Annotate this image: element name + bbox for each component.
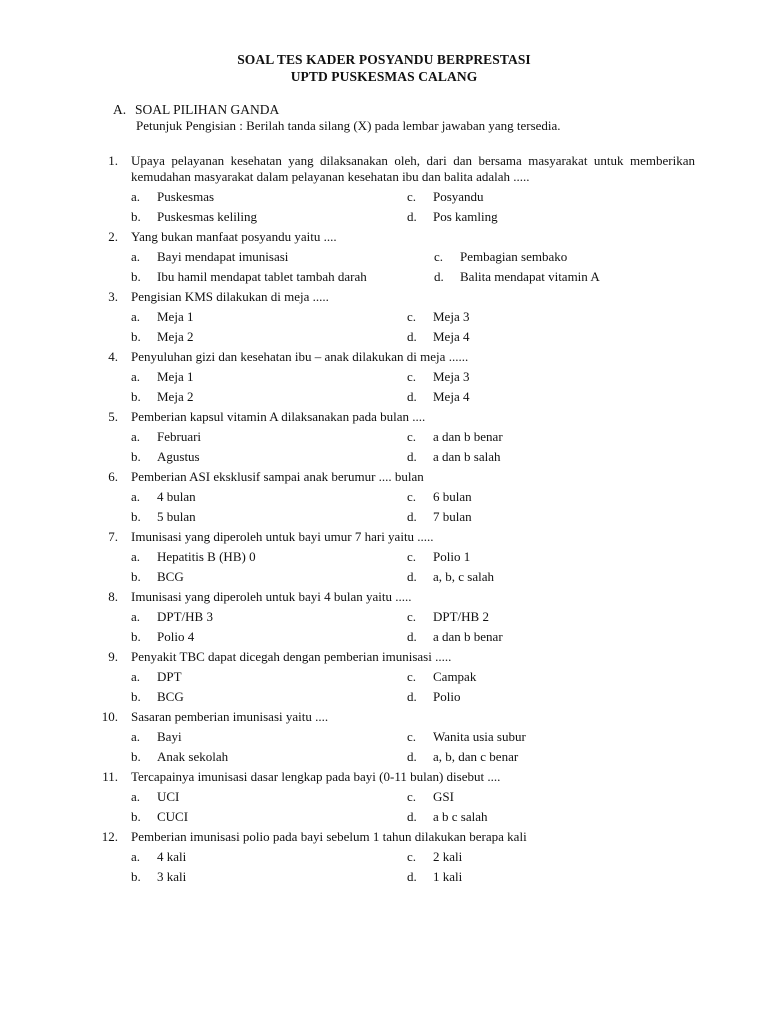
option-text: Meja 2: [157, 329, 194, 344]
option-letter: c.: [434, 249, 444, 264]
option-text: Polio 4: [157, 629, 195, 644]
option-letter: d.: [407, 689, 417, 704]
option-letter: d.: [407, 449, 417, 464]
option-row: [0, 389, 768, 409]
option-letter: d.: [407, 509, 417, 524]
option-letter: a.: [131, 669, 141, 684]
option-text: a b c salah: [433, 809, 488, 824]
option-row: [0, 549, 768, 569]
option-text: Meja 3: [433, 369, 470, 384]
question-text: Imunisasi yang diperoleh untuk bayi umur 7 hari yaitu .....: [131, 529, 434, 544]
answer-option-b: [131, 329, 193, 345]
option-text: 4 bulan: [157, 489, 196, 504]
option-letter: a.: [131, 789, 141, 804]
option-text: 3 kali: [157, 869, 187, 884]
question-text: Penyakit TBC dapat dicegah dengan pemberian imunisasi .....: [131, 649, 452, 664]
question-item: [0, 153, 768, 229]
question-header: [0, 649, 768, 669]
answer-option-c: [407, 849, 462, 865]
question-number: 4.: [108, 349, 118, 364]
option-row: [0, 789, 768, 809]
option-letter: c.: [407, 369, 417, 384]
option-text: 7 bulan: [433, 509, 472, 524]
question-text: Imunisasi yang diperoleh untuk bayi 4 bulan yaitu .....: [131, 589, 412, 604]
answer-option-d: [407, 329, 469, 345]
answer-option-a: [131, 789, 179, 805]
answer-option-c: [407, 429, 503, 445]
answer-option-d: [407, 449, 501, 465]
answer-option-b: [131, 449, 200, 465]
question-header: [0, 153, 768, 189]
option-row: [0, 509, 768, 529]
option-text: a, b, dan c benar: [433, 749, 519, 764]
answer-option-b: [131, 269, 367, 285]
question-item: [0, 229, 768, 289]
option-row: [0, 489, 768, 509]
option-row: [0, 669, 768, 689]
option-text: Balita mendapat vitamin A: [460, 269, 600, 284]
option-text: Puskesmas: [157, 189, 215, 204]
question-header: [0, 529, 768, 549]
answer-option-b: [131, 689, 184, 705]
option-text: 4 kali: [157, 849, 187, 864]
option-text: Polio 1: [433, 549, 471, 564]
option-letter: a.: [131, 189, 141, 204]
answer-option-a: [131, 189, 214, 205]
option-text: Pos kamling: [433, 209, 498, 224]
option-row: [0, 209, 768, 229]
option-letter: c.: [407, 609, 417, 624]
question-number: 7.: [108, 529, 118, 544]
question-header: [0, 469, 768, 489]
question-number: 11.: [102, 769, 118, 784]
option-letter: a.: [131, 729, 141, 744]
question-item: [0, 529, 768, 589]
option-letter: d.: [407, 749, 417, 764]
option-text: a dan b benar: [433, 429, 503, 444]
option-text: Agustus: [157, 449, 200, 464]
option-text: Meja 2: [157, 389, 194, 404]
option-text: Meja 4: [433, 329, 470, 344]
option-letter: c.: [407, 849, 417, 864]
option-letter: c.: [407, 729, 417, 744]
answer-option-a: [131, 729, 182, 745]
answer-option-c: [434, 249, 567, 265]
option-letter: b.: [131, 749, 141, 764]
answer-option-d: [434, 269, 600, 285]
option-text: Puskesmas keliling: [157, 209, 258, 224]
answer-option-a: [131, 549, 256, 565]
option-text: a, b, c salah: [433, 569, 495, 584]
answer-option-d: [407, 689, 460, 705]
question-header: [0, 289, 768, 309]
option-letter: a.: [131, 489, 141, 504]
document-title: SOAL TES KADER POSYANDU BERPRESTASI: [237, 52, 531, 67]
document-subtitle: UPTD PUSKESMAS CALANG: [290, 69, 478, 84]
option-text: BCG: [157, 689, 184, 704]
option-text: Posyandu: [433, 189, 484, 204]
answer-option-c: [407, 309, 469, 325]
question-text: Pemberian kapsul vitamin A dilaksanakan pada bulan ....: [131, 409, 426, 424]
answer-option-c: [407, 789, 454, 805]
question-number: 5.: [108, 409, 118, 424]
answer-option-a: [131, 849, 186, 865]
option-letter: d.: [407, 209, 417, 224]
answer-option-b: [131, 809, 188, 825]
answer-option-b: [131, 209, 257, 225]
option-text: Campak: [433, 669, 477, 684]
question-text: Pemberian imunisasi polio pada bayi sebelum 1 tahun dilakukan berapa kali: [131, 829, 527, 844]
answer-option-b: [131, 389, 193, 405]
option-text: BCG: [157, 569, 184, 584]
section-letter: A.: [113, 102, 127, 117]
option-row: [0, 809, 768, 829]
option-text: Meja 1: [157, 369, 194, 384]
option-letter: a.: [131, 549, 141, 564]
answer-option-a: [131, 249, 288, 265]
option-letter: c.: [407, 429, 417, 444]
option-letter: c.: [407, 489, 417, 504]
option-letter: c.: [407, 189, 417, 204]
answer-option-a: [131, 489, 196, 505]
option-row: [0, 869, 768, 889]
option-letter: d.: [407, 809, 417, 824]
option-letter: d.: [407, 629, 417, 644]
option-text: 5 bulan: [157, 509, 196, 524]
section-heading: [113, 102, 279, 118]
answer-option-c: [407, 189, 484, 205]
question-item: [0, 829, 768, 889]
question-header: [0, 349, 768, 369]
question-item: [0, 469, 768, 529]
answer-option-a: [131, 369, 193, 385]
option-letter: c.: [407, 669, 417, 684]
question-number: 12.: [101, 829, 118, 844]
option-text: Ibu hamil mendapat tablet tambah darah: [157, 269, 367, 284]
option-text: UCI: [157, 789, 180, 804]
answer-option-d: [407, 569, 494, 585]
question-number: 3.: [108, 289, 118, 304]
question-number: 10.: [101, 709, 118, 724]
option-row: [0, 189, 768, 209]
answer-option-d: [407, 809, 488, 825]
answer-option-c: [407, 369, 469, 385]
option-text: Februari: [157, 429, 202, 444]
answer-option-b: [131, 749, 228, 765]
option-letter: a.: [131, 429, 141, 444]
option-letter: b.: [131, 629, 141, 644]
question-header: [0, 229, 768, 249]
option-text: 6 bulan: [433, 489, 472, 504]
option-letter: c.: [407, 309, 417, 324]
option-text: Polio: [433, 689, 461, 704]
question-item: [0, 409, 768, 469]
question-item: [0, 769, 768, 829]
option-text: Meja 3: [433, 309, 470, 324]
option-letter: d.: [407, 569, 417, 584]
option-letter: b.: [131, 449, 141, 464]
question-text: Pengisian KMS dilakukan di meja .....: [131, 289, 329, 304]
option-letter: a.: [131, 849, 141, 864]
answer-option-d: [407, 869, 462, 885]
option-letter: d.: [407, 329, 417, 344]
question-number: 6.: [108, 469, 118, 484]
option-letter: b.: [131, 329, 141, 344]
option-row: [0, 269, 768, 289]
question-number: 9.: [108, 649, 118, 664]
option-row: [0, 609, 768, 629]
answer-option-c: [407, 549, 470, 565]
question-item: [0, 349, 768, 409]
question-header: [0, 829, 768, 849]
answer-option-c: [407, 609, 489, 625]
option-text: Meja 1: [157, 309, 194, 324]
option-letter: c.: [407, 789, 417, 804]
question-list: [0, 153, 768, 889]
option-row: [0, 449, 768, 469]
question-header: [0, 709, 768, 729]
answer-option-b: [131, 869, 186, 885]
option-letter: b.: [131, 869, 141, 884]
answer-option-d: [407, 389, 469, 405]
question-text: Tercapainya imunisasi dasar lengkap pada bayi (0-11 bulan) disebut ....: [131, 769, 501, 784]
answer-option-a: [131, 309, 193, 325]
option-text: DPT/HB 3: [157, 609, 213, 624]
question-text: Sasaran pemberian imunisasi yaitu ....: [131, 709, 329, 724]
option-letter: d.: [407, 389, 417, 404]
option-row: [0, 749, 768, 769]
option-text: a dan b benar: [433, 629, 503, 644]
question-header: [0, 409, 768, 429]
option-letter: a.: [131, 309, 141, 324]
option-row: [0, 249, 768, 269]
instruction-text: Petunjuk Pengisian : Berilah tanda silang (X) pada lembar jawaban yang tersedia.: [136, 118, 561, 133]
answer-option-d: [407, 509, 472, 525]
question-number: 2.: [108, 229, 118, 244]
option-letter: b.: [131, 209, 141, 224]
option-text: Anak sekolah: [157, 749, 229, 764]
option-text: DPT/HB 2: [433, 609, 489, 624]
answer-option-c: [407, 729, 526, 745]
question-text: Upaya pelayanan kesehatan yang dilaksanakan oleh, dari dan bersama masyarakat untuk memberikan kemudahan masyarakat dalam pelayanan kesehatan ibu dan balita adalah .....: [131, 153, 695, 184]
option-text: 2 kali: [433, 849, 463, 864]
question-item: [0, 289, 768, 349]
question-text: Penyuluhan gizi dan kesehatan ibu – anak dilakukan di meja ......: [131, 349, 469, 364]
answer-option-b: [131, 569, 184, 585]
option-text: DPT: [157, 669, 182, 684]
question-text: Pemberian ASI eksklusif sampai anak berumur .... bulan: [131, 469, 424, 484]
question-item: [0, 589, 768, 649]
option-row: [0, 569, 768, 589]
option-text: Wanita usia subur: [433, 729, 526, 744]
option-text: a dan b salah: [433, 449, 501, 464]
option-letter: b.: [131, 389, 141, 404]
option-row: [0, 329, 768, 349]
answer-option-d: [407, 629, 503, 645]
option-text: Meja 4: [433, 389, 470, 404]
option-text: GSI: [433, 789, 454, 804]
option-text: 1 kali: [433, 869, 463, 884]
answer-option-b: [131, 629, 194, 645]
option-row: [0, 629, 768, 649]
option-letter: b.: [131, 509, 141, 524]
option-letter: a.: [131, 369, 141, 384]
option-text: CUCI: [157, 809, 189, 824]
option-text: Bayi: [157, 729, 182, 744]
question-header: [0, 769, 768, 789]
option-row: [0, 849, 768, 869]
answer-option-c: [407, 669, 476, 685]
option-letter: b.: [131, 269, 141, 284]
option-text: Hepatitis B (HB) 0: [157, 549, 256, 564]
option-row: [0, 369, 768, 389]
option-row: [0, 309, 768, 329]
question-text: Yang bukan manfaat posyandu yaitu ....: [131, 229, 337, 244]
option-letter: b.: [131, 569, 141, 584]
answer-option-c: [407, 489, 472, 505]
answer-option-a: [131, 429, 201, 445]
option-letter: d.: [407, 869, 417, 884]
option-letter: d.: [434, 269, 444, 284]
answer-option-d: [407, 749, 518, 765]
option-text: Pembagian sembako: [460, 249, 568, 264]
answer-option-a: [131, 669, 182, 685]
option-row: [0, 689, 768, 709]
option-row: [0, 429, 768, 449]
question-item: [0, 709, 768, 769]
question-number: 8.: [108, 589, 118, 604]
option-letter: a.: [131, 249, 141, 264]
answer-option-a: [131, 609, 213, 625]
answer-option-b: [131, 509, 196, 525]
option-letter: b.: [131, 809, 141, 824]
question-header: [0, 589, 768, 609]
question-item: [0, 649, 768, 709]
answer-option-d: [407, 209, 498, 225]
option-letter: a.: [131, 609, 141, 624]
question-number: 1.: [108, 153, 118, 168]
option-row: [0, 729, 768, 749]
section-title: SOAL PILIHAN GANDA: [135, 102, 280, 117]
option-letter: c.: [407, 549, 417, 564]
option-letter: b.: [131, 689, 141, 704]
option-text: Bayi mendapat imunisasi: [157, 249, 289, 264]
